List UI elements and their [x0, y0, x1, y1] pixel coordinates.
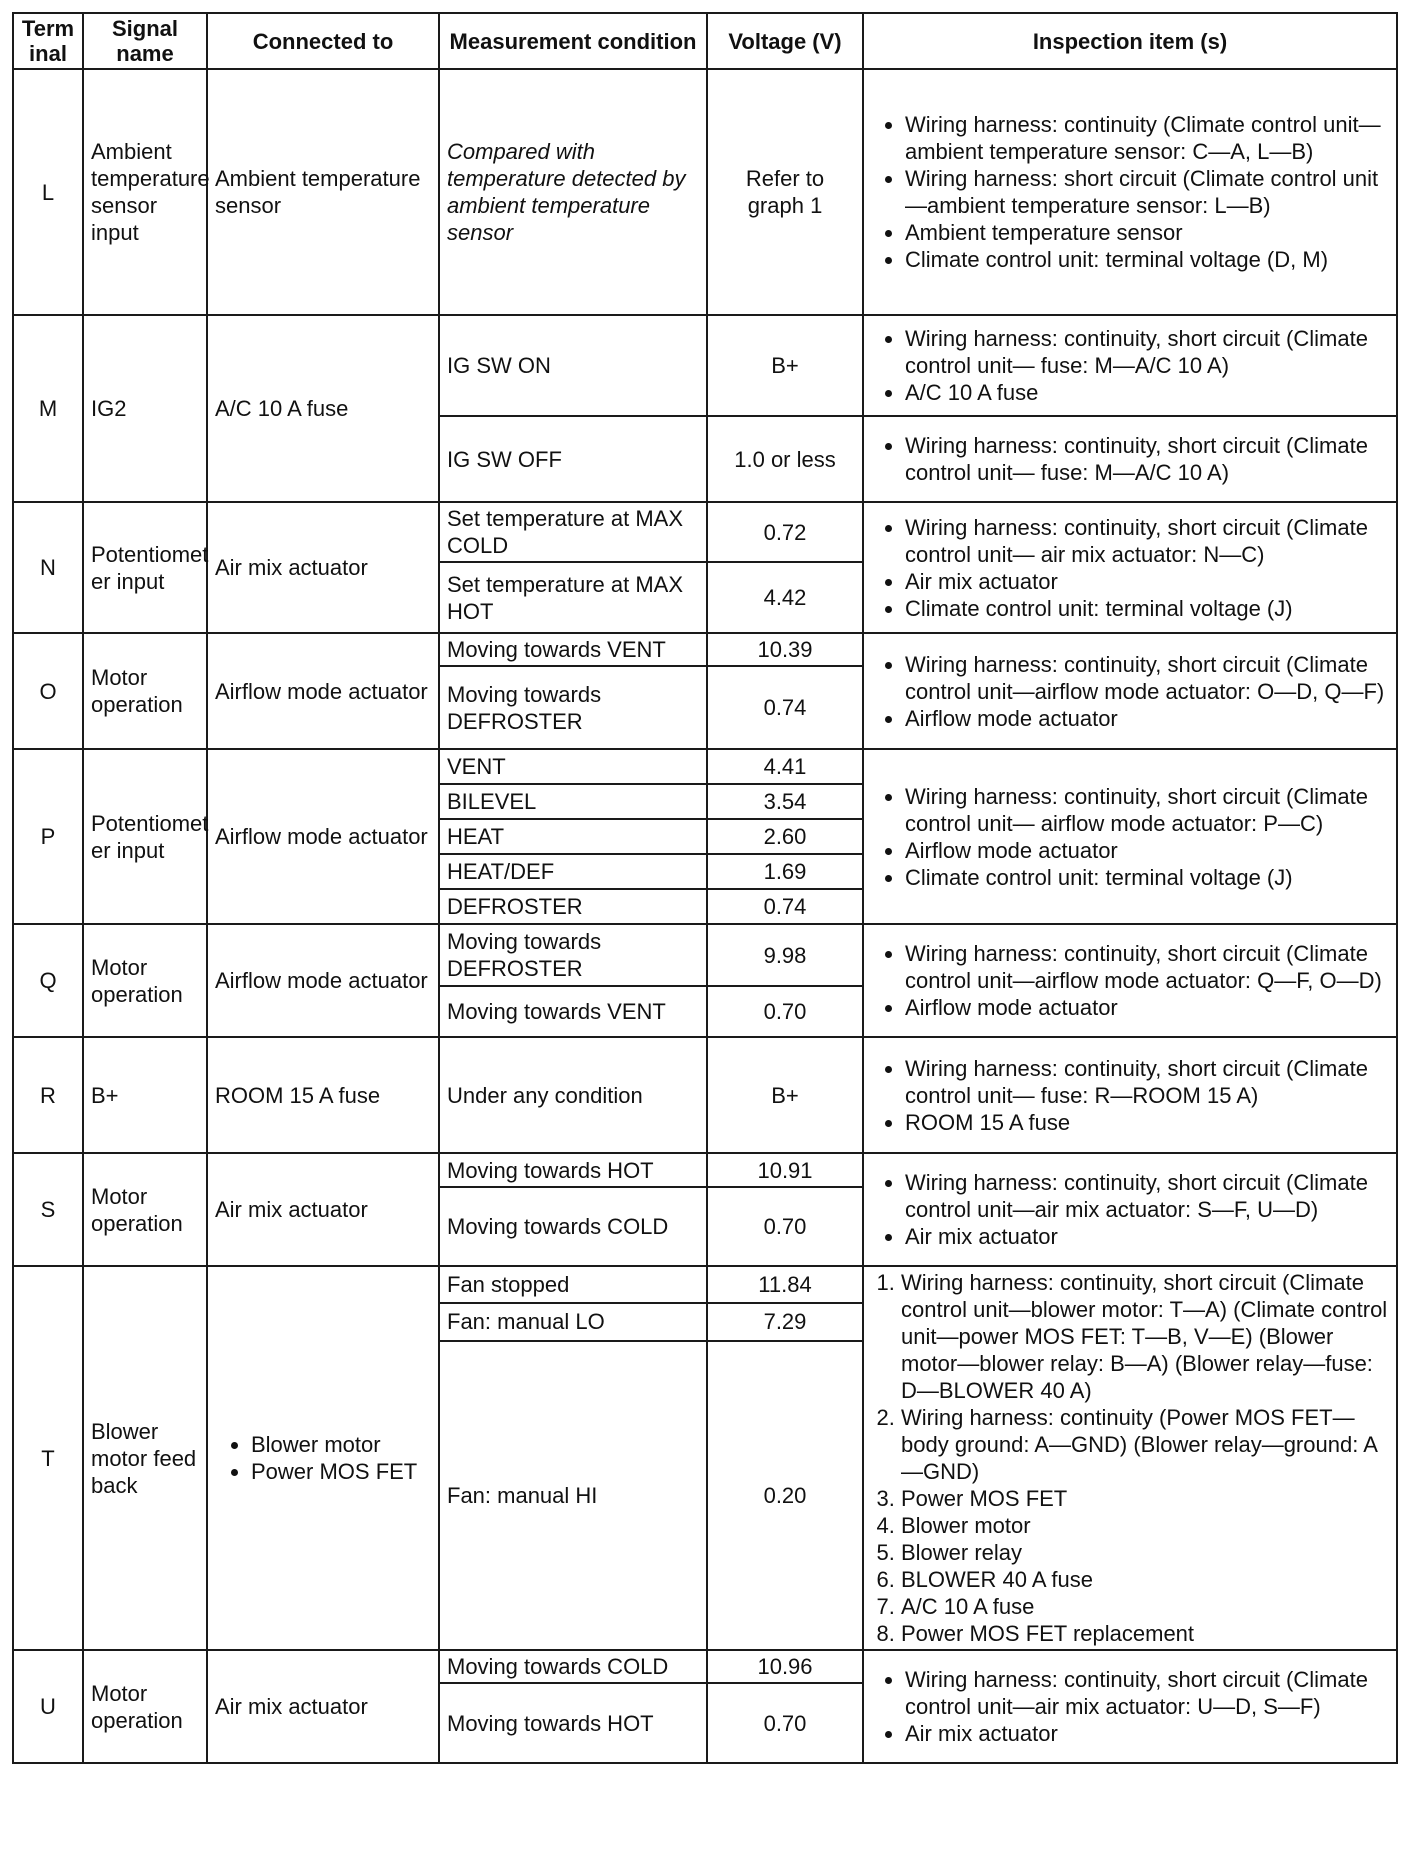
- condition-cell: Moving towards COLD: [439, 1187, 707, 1266]
- inspection-item: • Wiring harness: continuity, short circuit (Climate control unit— fuse: M—A/C 10 A): [905, 325, 1389, 379]
- condition-cell: Moving towards DEFROSTER: [439, 924, 707, 986]
- inspection-item: • Ambient temperature sensor: [905, 219, 1389, 246]
- voltage-cell: 0.70: [707, 986, 863, 1037]
- terminal-cell: S: [13, 1153, 83, 1266]
- table-row-O: [13, 633, 1397, 666]
- inspection-cell: [863, 1153, 1397, 1266]
- inspection-item: 1. Wiring harness: continuity, short circuit (Climate control unit—blower motor: T—A) (Climate control unit—power MOS FET: T—B, V—E) (Blower motor—blower relay: B—A) (Blower relay—fuse: D—BLOWER 40 A): [901, 1269, 1389, 1404]
- header-signal-name: Signal name: [83, 13, 207, 69]
- condition-cell: Fan: manual HI: [439, 1341, 707, 1650]
- inspection-item: 3. Power MOS FET: [901, 1485, 1389, 1512]
- inspection-item: • Air mix actuator: [905, 1720, 1389, 1747]
- signal-name-cell: Motor operation: [83, 1650, 207, 1763]
- table-row-R: [13, 1037, 1397, 1153]
- inspection-cell: [863, 924, 1397, 1037]
- voltage-cell: 2.60: [707, 819, 863, 854]
- terminal-cell: U: [13, 1650, 83, 1763]
- voltage-cell: 7.29: [707, 1303, 863, 1340]
- table-row-M: [13, 315, 1397, 416]
- inspection-item: • A/C 10 A fuse: [905, 379, 1389, 406]
- header-connected-to: Connected to: [207, 13, 439, 69]
- inspection-item: • ROOM 15 A fuse: [905, 1109, 1389, 1136]
- condition-cell: Moving towards HOT: [439, 1683, 707, 1763]
- inspection-item: 7. A/C 10 A fuse: [901, 1593, 1389, 1620]
- inspection-item: • Air mix actuator: [905, 568, 1389, 595]
- condition-cell: HEAT/DEF: [439, 854, 707, 889]
- signal-name-cell: Motor operation: [83, 1153, 207, 1266]
- connected-to-cell: Airflow mode actuator: [207, 924, 439, 1037]
- condition-cell: VENT: [439, 749, 707, 784]
- inspection-item: 4. Blower motor: [901, 1512, 1389, 1539]
- inspection-item: • Air mix actuator: [905, 1223, 1389, 1250]
- inspection-item: • Wiring harness: continuity, short circuit (Climate control unit—airflow mode actuator: O—D, Q—F): [905, 651, 1389, 705]
- inspection-item: • Wiring harness: continuity, short circuit (Climate control unit— airflow mode actuator: P—C): [905, 783, 1389, 837]
- connected-to-cell: Airflow mode actuator: [207, 633, 439, 749]
- condition-cell: HEAT: [439, 819, 707, 854]
- inspection-item: 2. Wiring harness: continuity (Power MOS FET—body ground: A—GND) (Blower relay—ground: A—GND): [901, 1404, 1389, 1485]
- signal-name-cell: B+: [83, 1037, 207, 1153]
- condition-cell: Moving towards VENT: [439, 633, 707, 666]
- voltage-cell: 1.69: [707, 854, 863, 889]
- inspection-item: • Climate control unit: terminal voltage (J): [905, 864, 1389, 891]
- voltage-cell: 0.74: [707, 889, 863, 924]
- inspection-item: • Wiring harness: continuity, short circuit (Climate control unit— fuse: R—ROOM 15 A): [905, 1055, 1389, 1109]
- inspection-cell: [863, 315, 1397, 416]
- terminal-cell: T: [13, 1266, 83, 1650]
- voltage-cell: 0.20: [707, 1341, 863, 1650]
- inspection-item: • Airflow mode actuator: [905, 994, 1389, 1021]
- signal-name-cell: Potentiomet er input: [83, 749, 207, 924]
- table-row-T: [13, 1266, 1397, 1303]
- condition-cell: Set temperature at MAX COLD: [439, 502, 707, 562]
- condition-cell: Set temperature at MAX HOT: [439, 562, 707, 633]
- condition-cell: Compared with temperature detected by ambient temperature sensor: [439, 69, 707, 315]
- connected-to-cell: Airflow mode actuator: [207, 749, 439, 924]
- signal-name-cell: Motor operation: [83, 924, 207, 1037]
- voltage-cell: 0.70: [707, 1187, 863, 1266]
- header-measurement-condition: Measurement condition: [439, 13, 707, 69]
- voltage-cell: B+: [707, 315, 863, 416]
- condition-cell: IG SW ON: [439, 315, 707, 416]
- condition-cell: Fan: manual LO: [439, 1303, 707, 1340]
- connected-item: • Power MOS FET: [251, 1458, 431, 1485]
- table-row-N: [13, 502, 1397, 562]
- inspection-item: 5. Blower relay: [901, 1539, 1389, 1566]
- condition-cell: BILEVEL: [439, 784, 707, 819]
- header-terminal: Term inal: [13, 13, 83, 69]
- voltage-cell: 0.70: [707, 1683, 863, 1763]
- signal-name-cell: IG2: [83, 315, 207, 502]
- connected-to-cell: Ambient temperature sensor: [207, 69, 439, 315]
- voltage-cell: 9.98: [707, 924, 863, 986]
- voltage-cell: 10.96: [707, 1650, 863, 1683]
- inspection-item: 8. Power MOS FET replacement: [901, 1620, 1389, 1647]
- signal-name-cell: Blower motor feed back: [83, 1266, 207, 1650]
- table-row-U: [13, 1650, 1397, 1683]
- connected-to-cell: Air mix actuator: [207, 502, 439, 633]
- inspection-cell: [863, 1037, 1397, 1153]
- connected-to-cell: Air mix actuator: [207, 1650, 439, 1763]
- terminal-cell: L: [13, 69, 83, 315]
- voltage-cell: 10.39: [707, 633, 863, 666]
- terminal-cell: Q: [13, 924, 83, 1037]
- inspection-cell: [863, 1650, 1397, 1763]
- inspection-cell: [863, 69, 1397, 315]
- condition-cell: Moving towards DEFROSTER: [439, 666, 707, 749]
- connected-to-cell: [207, 1266, 439, 1650]
- voltage-cell: Refer to graph 1: [707, 69, 863, 315]
- condition-cell: Moving towards COLD: [439, 1650, 707, 1683]
- terminal-cell: N: [13, 502, 83, 633]
- connected-to-cell: A/C 10 A fuse: [207, 315, 439, 502]
- condition-cell: Moving towards HOT: [439, 1153, 707, 1187]
- inspection-item: • Wiring harness: short circuit (Climate control unit—ambient temperature sensor: L—B): [905, 165, 1389, 219]
- inspection-item: • Wiring harness: continuity, short circuit (Climate control unit—air mix actuator: U—D, S—F): [905, 1666, 1389, 1720]
- inspection-cell: [863, 416, 1397, 502]
- condition-cell: DEFROSTER: [439, 889, 707, 924]
- connected-to-cell: Air mix actuator: [207, 1153, 439, 1266]
- signal-name-cell: Potentiomet er input: [83, 502, 207, 633]
- condition-cell: Fan stopped: [439, 1266, 707, 1303]
- terminal-cell: O: [13, 633, 83, 749]
- terminal-cell: R: [13, 1037, 83, 1153]
- voltage-cell: 0.74: [707, 666, 863, 749]
- terminal-cell: P: [13, 749, 83, 924]
- condition-cell: Under any condition: [439, 1037, 707, 1153]
- signal-name-cell: Ambient temperature sensor input: [83, 69, 207, 315]
- terminal-cell: M: [13, 315, 83, 502]
- inspection-item: • Airflow mode actuator: [905, 705, 1389, 732]
- voltage-cell: B+: [707, 1037, 863, 1153]
- inspection-item: • Wiring harness: continuity, short circuit (Climate control unit— air mix actuator: N—C): [905, 514, 1389, 568]
- condition-cell: IG SW OFF: [439, 416, 707, 502]
- voltage-cell: 4.41: [707, 749, 863, 784]
- voltage-cell: 11.84: [707, 1266, 863, 1303]
- condition-cell: Moving towards VENT: [439, 986, 707, 1037]
- table-row-S: [13, 1153, 1397, 1187]
- voltage-cell: 3.54: [707, 784, 863, 819]
- inspection-item: • Wiring harness: continuity (Climate control unit—ambient temperature sensor: C—A, L—B): [905, 111, 1389, 165]
- inspection-cell: [863, 633, 1397, 749]
- connected-to-cell: ROOM 15 A fuse: [207, 1037, 439, 1153]
- inspection-item: 6. BLOWER 40 A fuse: [901, 1566, 1389, 1593]
- inspection-cell: [863, 502, 1397, 633]
- voltage-cell: 1.0 or less: [707, 416, 863, 502]
- signal-name-cell: Motor operation: [83, 633, 207, 749]
- table-row-Q: [13, 924, 1397, 986]
- inspection-item: • Climate control unit: terminal voltage (D, M): [905, 246, 1389, 273]
- inspection-item: • Wiring harness: continuity, short circuit (Climate control unit— fuse: M—A/C 10 A): [905, 432, 1389, 486]
- voltage-cell: 4.42: [707, 562, 863, 633]
- inspection-item: • Wiring harness: continuity, short circuit (Climate control unit—airflow mode actuator: Q—F, O—D): [905, 940, 1389, 994]
- voltage-cell: 0.72: [707, 502, 863, 562]
- table-row-P: [13, 749, 1397, 784]
- inspection-item: • Wiring harness: continuity, short circuit (Climate control unit—air mix actuator: S—F, U—D): [905, 1169, 1389, 1223]
- inspection-cell: [863, 749, 1397, 924]
- table-row-L: [13, 69, 1397, 315]
- inspection-item: • Airflow mode actuator: [905, 837, 1389, 864]
- inspection-cell: [863, 1266, 1397, 1650]
- header-voltage: Voltage (V): [707, 13, 863, 69]
- header-inspection-items: Inspection item (s): [863, 13, 1397, 69]
- inspection-item: • Climate control unit: terminal voltage (J): [905, 595, 1389, 622]
- header-row: [13, 13, 1397, 69]
- connected-item: • Blower motor: [251, 1431, 431, 1458]
- voltage-cell: 10.91: [707, 1153, 863, 1187]
- terminal-voltage-table: [12, 12, 1398, 1764]
